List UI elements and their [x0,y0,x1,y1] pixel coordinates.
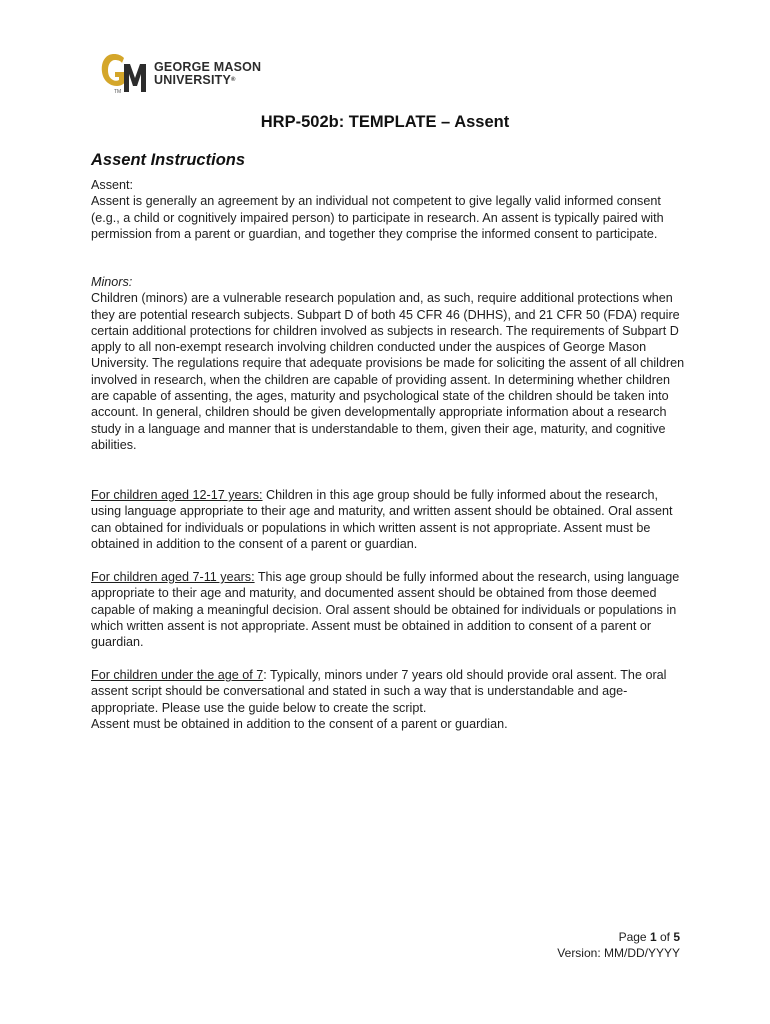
page-number: Page 1 of 5 [618,930,680,944]
age-12-17-label: For children aged 12-17 years: [91,488,263,502]
section-heading: Assent Instructions [91,151,246,169]
trademark-mark: TM [114,89,122,95]
age-7-11-paragraph [91,569,691,650]
assent-label: Assent: [91,178,133,192]
age-12-17-text: Children in this age group should be fully informed about the research, using language appropriate to their age and maturity, and written assent should be obtained. Oral assent can obtained for individuals or populations in which written assent is not appropriate. Assent must be obtained in addition to the consent of a parent or guardian. [91,488,673,551]
page-total: 5 [673,930,680,944]
university-name [154,61,261,87]
age-7-11-text: This age group should be fully informed about the research, using language appropriate to their age and maturity, and documented assent should be obtained from those deemed capable of making a meaningful decision. Oral assent should be obtained for individuals or populations in which written assent is not appropriate. Assent must be obtained in addition to consent of a parent or guardian. [91,570,680,650]
under-7-text: : Typically, minors under 7 years old should provide oral assent. The oral assent script should be conversational and stated in such a way that is understandable and age-appropriate. Please use the guide below to create the script. [91,668,667,715]
logo-line1: GEORGE MASON [154,60,262,74]
registered-mark: ® [231,77,236,83]
logo-line2: UNIVERSITY® [154,73,236,87]
university-logo [100,52,261,96]
assent-text: Assent is generally an agreement by an individual not competent to give legally valid informed consent (e.g., a child or cognitively impaired person) to participate in research. An assent is typically paired with permission from a parent or guardian, and together they comprise the informed consent to participate. [91,194,664,241]
version-label: Version: MM/DD/YYYY [557,946,680,960]
page-footer [557,929,680,961]
under-7-text2: Assent must be obtained in addition to the consent of a parent or guardian. [91,716,508,731]
document-title: HRP-502b: TEMPLATE – Assent [260,113,510,131]
minors-text: Children (minors) are a vulnerable research population and, as such, require additional protections when they are potential research subjects. Subpart D of both 45 CFR 46 (DHHS), and 21 CFR 50 (FDA) require certain additional protections for children involved as subjects in research. The requirements of Subpart D apply to all non-exempt research involving children conducted under the auspices of George Mason University. The regulations require that adequate provisions be made for soliciting the assent of all children involved in research, when the children are capable of providing assent. In determining whether children are capable of assenting, the ages, maturity and psychological state of the children should be taken into account. In general, children should be given developmentally appropriate information about a research study in a language and manner that is understandable to them, given their age, maturity, and cognitive abilities. [91,291,685,452]
minors-label: Minors: [91,275,133,289]
age-12-17-paragraph [91,487,691,552]
assent-paragraph [91,177,691,242]
age-7-11-label: For children aged 7-11 years: [91,570,255,584]
minors-paragraph [91,274,691,453]
under-7-label: For children under the age of 7 [91,668,264,682]
under-7-paragraph [91,667,691,732]
page-current: 1 [649,930,657,944]
gm-logo-mark-icon [100,52,152,96]
